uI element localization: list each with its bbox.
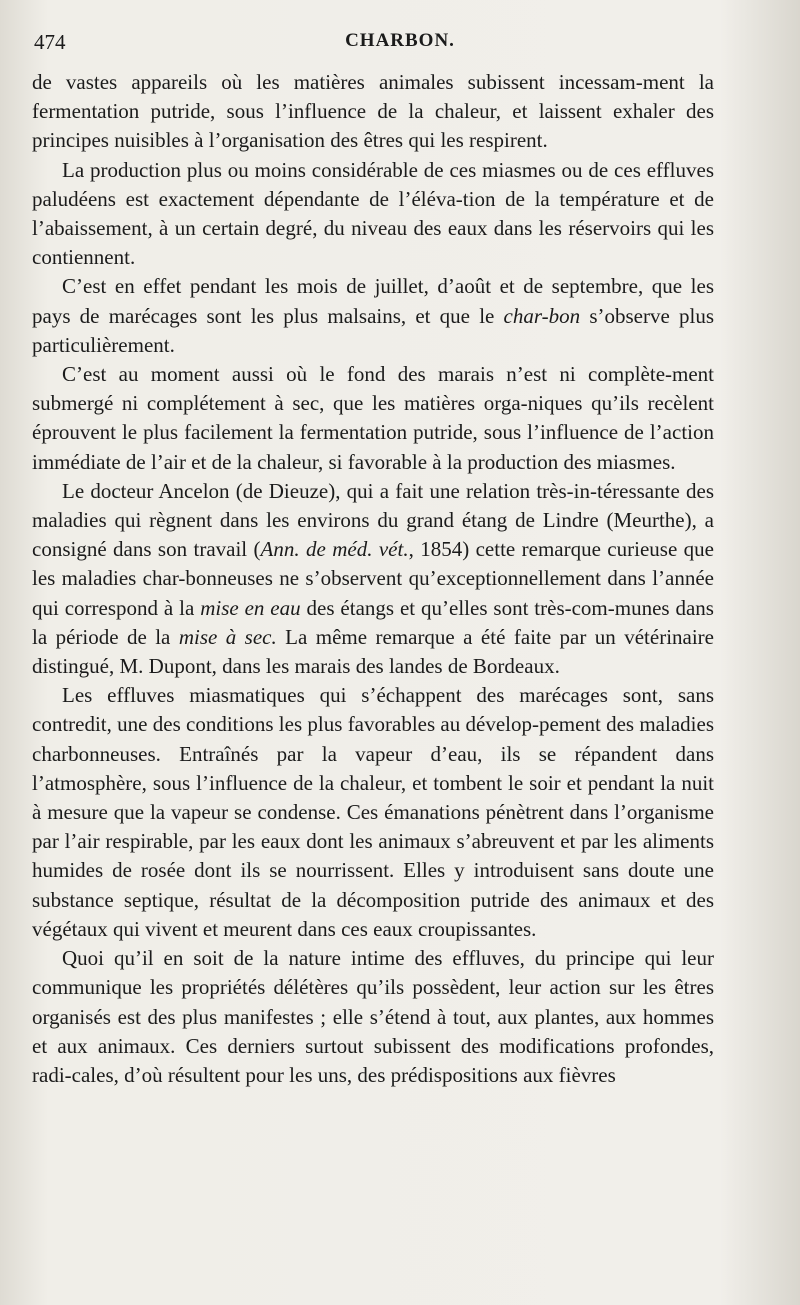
paragraph	[32, 68, 714, 156]
italic-text: Ann. de méd. vét.	[260, 537, 409, 562]
text-run: C’est en effet pendant les mois de juillet, d’août et de septembre, que les pays de marécages sont les plus malsains, et que le	[32, 274, 714, 328]
italic-text: mise en eau	[200, 595, 301, 620]
text-run: , 1854) cette remarque curieuse que les maladies char-bonneuses ne s’observent qu’exceptionnellement dans l’année qui correspond à la	[32, 537, 714, 620]
page-header	[34, 30, 766, 62]
text-run: La même remarque a été faite par un vétérinaire distingué, M. Dupont, dans les marais des landes de Bordeaux.	[32, 624, 714, 679]
text-run: Quoi qu’il en soit de la nature intime des effluves, du principe qui leur communique les propriétés délétères qu’ils possèdent, leur action sur les êtres organisés est des plus manifestes ; elle s’étend à tout, aux plantes, aux hommes et aux animaux. Ces derniers surtout subissent des modifications profondes, radi-cales, d’où résultent pour les uns, des prédispositions aux fièvres	[32, 946, 714, 1087]
paragraph	[32, 156, 714, 273]
text-run: C’est au moment aussi où le fond des marais n’est ni complète-ment submergé ni complétement à sec, que les matières orga-niques qu’ils recèlent éprouvent le plus facilement la fermentation putride, sous l’influence de l’action immédiate de l’air et de la chaleur, si favorable à la production des miasmes.	[32, 362, 714, 474]
page-number: 474	[34, 30, 66, 54]
italic-text: char-bon	[503, 303, 581, 328]
text-run: de vastes appareils où les matières animales subissent incessam-ment la fermentation putride, sous l’influence de la chaleur, et laissent exhaler des principes nuisibles à l’organisation des êtres qui les respirent.	[32, 70, 714, 153]
italic-text: mise à sec.	[178, 624, 277, 649]
text-run: s’observe plus particulièrement.	[32, 303, 714, 357]
paragraph	[32, 944, 714, 1090]
paragraph	[32, 272, 714, 360]
running-head: CHARBON.	[345, 30, 455, 51]
text-run: Le docteur Ancelon (de Dieuze), qui a fait une relation très-in-téressante des maladies qui règnent dans les environs du grand étang de Lindre (Meurthe), a consigné dans son travail (	[32, 478, 714, 562]
body-text	[32, 68, 714, 1090]
text-run: des étangs et qu’elles sont très-com-munes dans la période de la	[32, 595, 714, 649]
paragraph	[32, 681, 714, 944]
paragraph	[32, 360, 714, 477]
text-run: Les effluves miasmatiques qui s’échappent des marécages sont, sans contredit, une des conditions les plus favorables au dévelop-pement des maladies charbonneuses. Entraînés par la vapeur d’eau, ils se répandent dans l’atmosphère, sous l’influence de la chaleur, et tombent le soir et pendant la nuit à mesure que la vapeur se condense. Ces émanations pénètrent dans l’organisme par l’air respirable, par les eaux dont les animaux s’abreuvent et par les aliments humides de rosée dont ils se nourrissent. Elles y introduisent sans doute une substance septique, résultat de la décomposition putride des animaux et des végétaux qui vivent et meurent dans ces eaux croupissantes.	[32, 683, 714, 941]
paragraph	[32, 477, 714, 681]
text-run: La production plus ou moins considérable de ces miasmes ou de ces effluves paludéens est exactement dépendante de l’éléva-tion de la température et de l’abaissement, à un certain degré, du niveau des eaux dans les réservoirs qui les contiennent.	[32, 157, 714, 270]
